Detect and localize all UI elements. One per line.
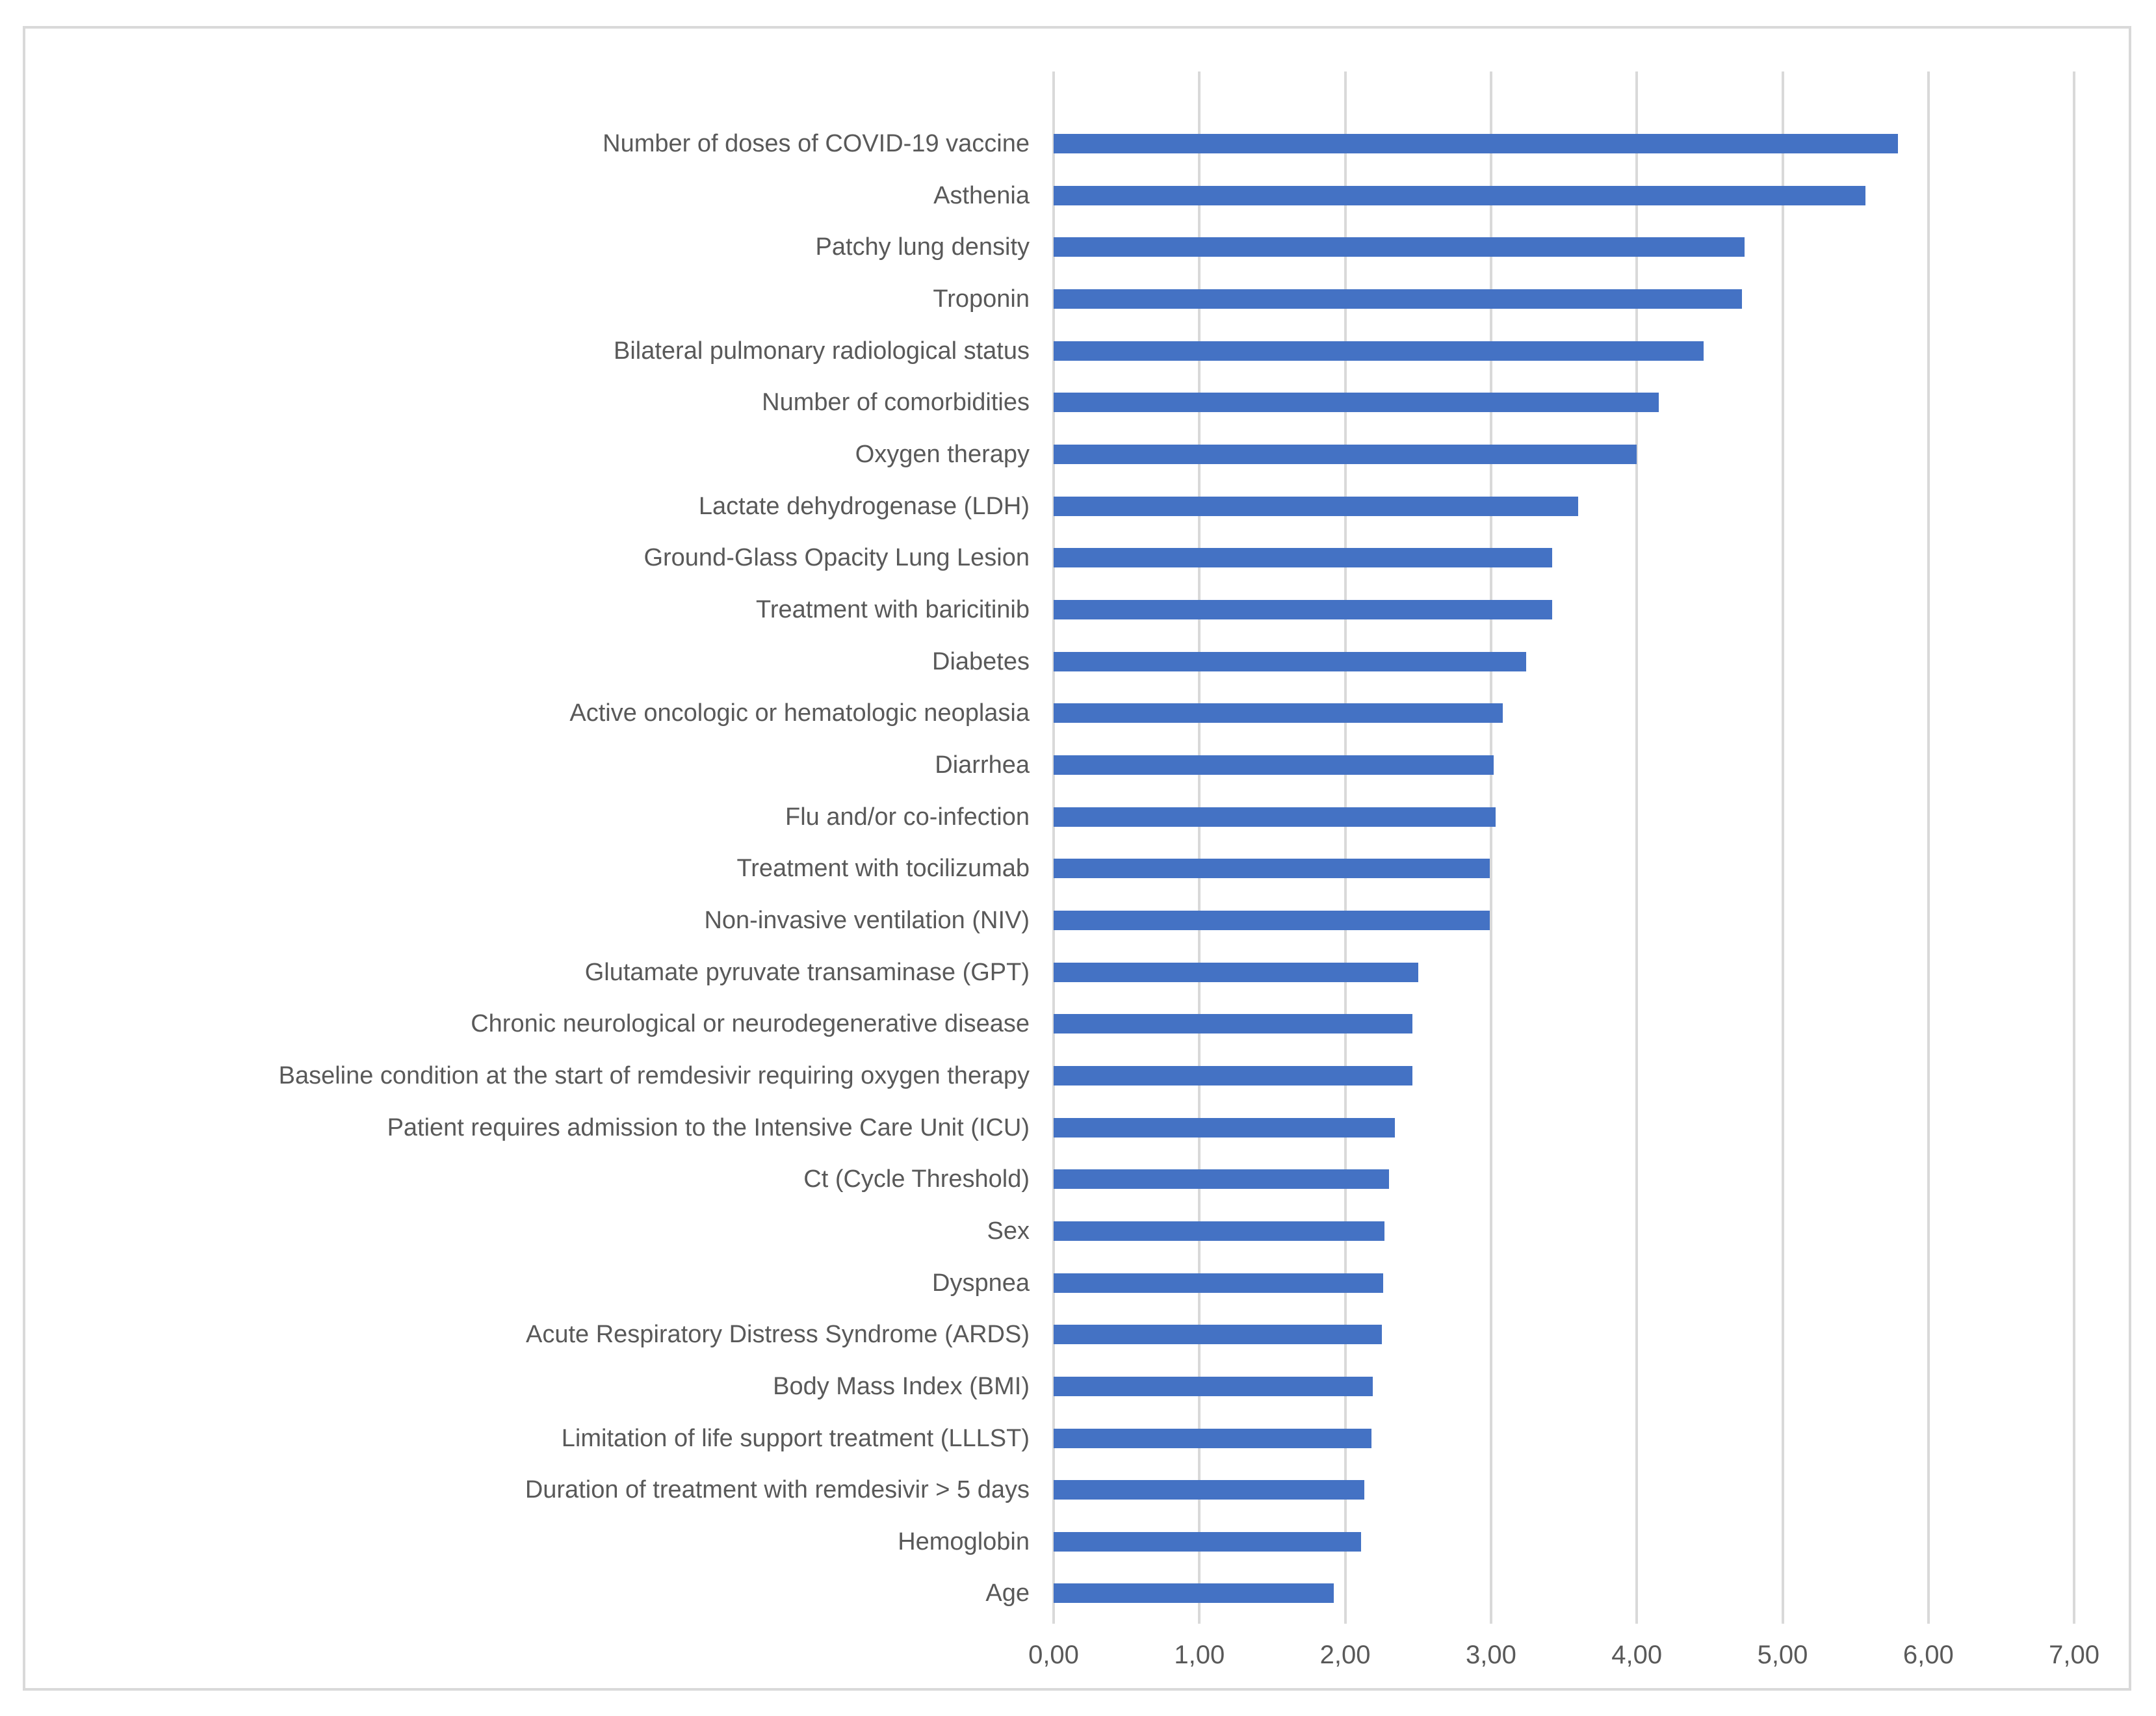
bar <box>1054 186 1865 205</box>
bar <box>1054 652 1526 671</box>
bar <box>1054 1066 1412 1086</box>
bar <box>1054 289 1742 309</box>
gridline <box>2073 72 2075 1624</box>
category-label: Dyspnea <box>932 1269 1030 1297</box>
category-label: Acute Respiratory Distress Syndrome (ARDS) <box>526 1321 1030 1349</box>
category-label: Patchy lung density <box>815 233 1030 261</box>
x-tick-label: 1,00 <box>1174 1641 1225 1669</box>
bar <box>1054 134 1898 153</box>
bar <box>1054 393 1659 412</box>
x-tick-label: 2,00 <box>1319 1641 1371 1669</box>
category-label: Troponin <box>933 285 1030 313</box>
category-label: Hemoglobin <box>898 1528 1030 1555</box>
bar <box>1054 963 1418 982</box>
bar <box>1054 600 1552 619</box>
category-label: Diabetes <box>932 647 1030 675</box>
category-label: Bilateral pulmonary radiological status <box>614 337 1030 365</box>
category-label: Flu and/or co-infection <box>785 803 1030 831</box>
x-tick-label: 4,00 <box>1611 1641 1663 1669</box>
bar <box>1054 548 1552 567</box>
x-tick-label: 6,00 <box>1903 1641 1954 1669</box>
category-label: Treatment with tocilizumab <box>736 855 1030 883</box>
bar <box>1054 1118 1395 1138</box>
bar <box>1054 497 1578 516</box>
bar <box>1054 1014 1412 1034</box>
category-label: Body Mass Index (BMI) <box>773 1372 1030 1400</box>
bar <box>1054 1429 1371 1448</box>
bar <box>1054 1273 1383 1293</box>
category-label: Number of comorbidities <box>762 389 1030 417</box>
category-label: Glutamate pyruvate transaminase (GPT) <box>584 958 1030 986</box>
category-label: Active oncologic or hematologic neoplasia <box>569 699 1030 727</box>
x-tick-label: 0,00 <box>1028 1641 1079 1669</box>
bar <box>1054 1583 1334 1603</box>
category-label: Asthenia <box>933 181 1030 209</box>
category-label: Oxygen therapy <box>855 440 1030 468</box>
bar <box>1054 703 1503 723</box>
category-label: Ct (Cycle Threshold) <box>803 1165 1030 1193</box>
bar <box>1054 755 1494 775</box>
bar <box>1054 1480 1364 1500</box>
x-tick-label: 5,00 <box>1757 1641 1808 1669</box>
category-label: Duration of treatment with remdesivir > 5 days <box>525 1476 1030 1504</box>
bar <box>1054 341 1704 361</box>
bar <box>1054 911 1490 930</box>
bar <box>1054 1169 1389 1189</box>
bar <box>1054 807 1496 827</box>
x-tick-label: 7,00 <box>2049 1641 2100 1669</box>
bar <box>1054 1325 1382 1344</box>
x-tick-label: 3,00 <box>1465 1641 1516 1669</box>
bar <box>1054 1221 1384 1241</box>
category-label: Treatment with baricitinib <box>756 595 1030 623</box>
category-label: Non-invasive ventilation (NIV) <box>704 906 1030 934</box>
category-label: Ground-Glass Opacity Lung Lesion <box>643 544 1030 572</box>
category-label: Age <box>985 1580 1030 1607</box>
category-label: Number of doses of COVID-19 vaccine <box>603 130 1030 157</box>
gridline <box>1927 72 1930 1624</box>
category-label: Diarrhea <box>935 751 1030 779</box>
bar <box>1054 445 1637 464</box>
category-label: Chronic neurological or neurodegenerative disease <box>471 1010 1030 1038</box>
chart-frame <box>23 26 2131 1691</box>
gridline <box>1782 72 1784 1624</box>
category-label: Patient requires admission to the Intensive Care Unit (ICU) <box>387 1113 1030 1141</box>
bar <box>1054 237 1745 257</box>
category-label: Baseline condition at the start of remdesivir requiring oxygen therapy <box>278 1061 1030 1089</box>
bar <box>1054 859 1490 878</box>
category-label: Lactate dehydrogenase (LDH) <box>698 492 1030 520</box>
bar <box>1054 1377 1373 1396</box>
bar <box>1054 1532 1361 1552</box>
category-label: Limitation of life support treatment (LLLST) <box>561 1424 1030 1452</box>
category-label: Sex <box>987 1217 1030 1245</box>
